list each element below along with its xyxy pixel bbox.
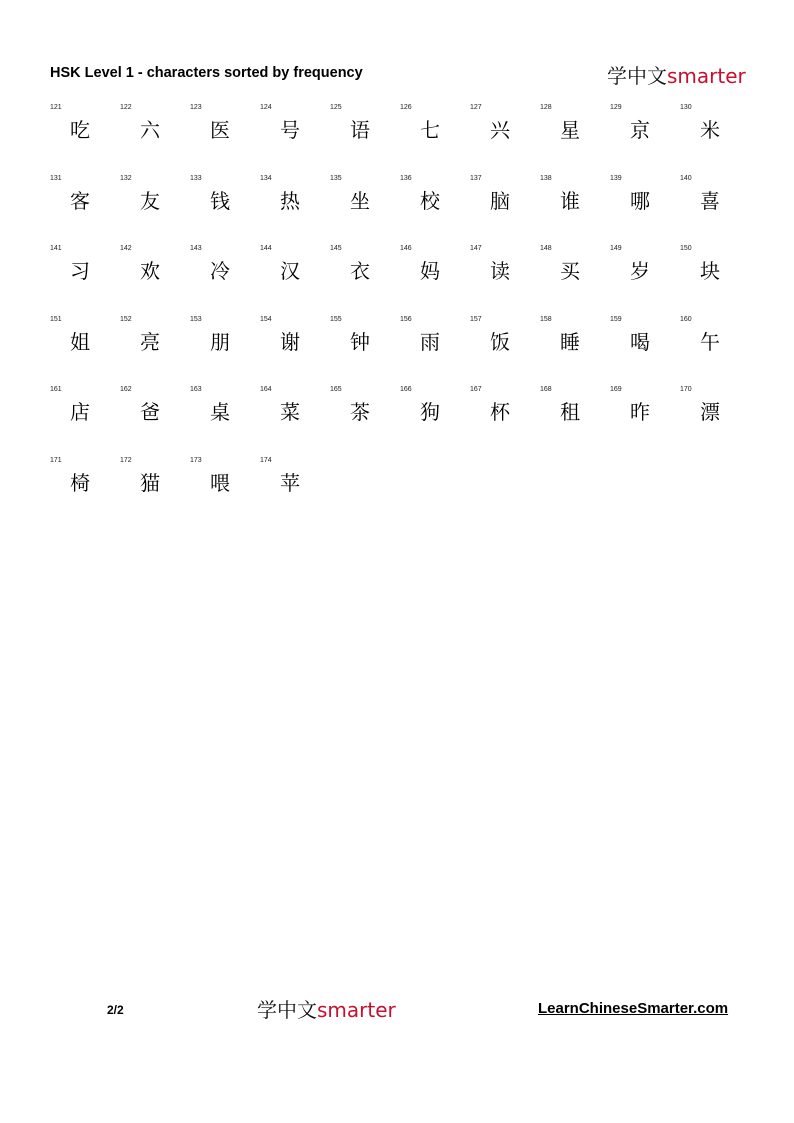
brand-logo-chinese: 学中文 <box>607 64 667 88</box>
hanzi-character: 块 <box>700 259 720 283</box>
character-cell <box>400 316 470 387</box>
character-cell <box>330 104 400 175</box>
frequency-rank: 121 <box>50 104 62 111</box>
website-link[interactable]: LearnChineseSmarter.com <box>538 1000 729 1017</box>
frequency-rank: 125 <box>330 104 342 111</box>
frequency-rank: 157 <box>470 315 482 323</box>
character-cell <box>120 104 190 175</box>
hanzi-character: 漂 <box>700 400 720 424</box>
character-cell <box>470 175 540 246</box>
character-cell <box>540 386 610 457</box>
frequency-rank: 170 <box>680 386 692 393</box>
frequency-rank: 138 <box>540 174 552 182</box>
character-cell <box>680 175 750 246</box>
hanzi-character: 钱 <box>210 188 230 213</box>
frequency-rank: 134 <box>260 174 272 182</box>
frequency-rank: 171 <box>50 456 62 464</box>
brand-logo-header <box>607 60 746 89</box>
hanzi-character: 冷 <box>210 259 230 283</box>
hanzi-character: 租 <box>560 400 580 424</box>
hanzi-character: 菜 <box>280 400 300 424</box>
character-cell <box>50 175 120 246</box>
hanzi-character: 买 <box>560 259 580 283</box>
frequency-rank: 166 <box>400 386 412 393</box>
hanzi-character: 星 <box>560 118 580 142</box>
hanzi-character: 猫 <box>140 470 160 495</box>
frequency-rank: 129 <box>610 104 622 111</box>
character-cell <box>470 245 540 316</box>
hanzi-character: 习 <box>70 259 90 283</box>
character-cell <box>610 175 680 246</box>
hanzi-character: 桌 <box>210 400 230 424</box>
frequency-rank: 148 <box>540 245 552 252</box>
hanzi-character: 午 <box>700 329 720 354</box>
hanzi-character: 七 <box>420 118 440 142</box>
hanzi-character: 睡 <box>560 329 580 354</box>
frequency-rank: 173 <box>190 456 202 464</box>
frequency-rank: 122 <box>120 104 132 111</box>
character-cell <box>330 245 400 316</box>
hanzi-character: 钟 <box>350 329 370 354</box>
hanzi-character: 京 <box>630 118 650 142</box>
frequency-rank: 136 <box>400 174 412 182</box>
character-cell <box>400 104 470 175</box>
character-cell <box>540 175 610 246</box>
character-cell <box>680 316 750 387</box>
hanzi-character: 椅 <box>70 470 90 495</box>
hanzi-character: 吃 <box>70 118 90 142</box>
character-cell <box>680 386 750 457</box>
character-cell <box>50 316 120 387</box>
hanzi-character: 喝 <box>630 329 650 354</box>
character-cell <box>400 245 470 316</box>
frequency-rank: 131 <box>50 174 62 182</box>
page-number: 2/2 <box>107 1003 124 1017</box>
character-cell <box>540 245 610 316</box>
character-cell <box>470 104 540 175</box>
character-cell <box>190 386 260 457</box>
frequency-rank: 130 <box>680 104 692 111</box>
brand-logo-english: smarter <box>667 64 746 88</box>
hanzi-character: 号 <box>280 118 300 142</box>
frequency-rank: 140 <box>680 174 692 182</box>
hanzi-character: 茶 <box>350 400 370 424</box>
hanzi-character: 狗 <box>420 400 440 424</box>
character-cell <box>680 104 750 175</box>
brand-logo-chinese: 学中文 <box>257 998 317 1022</box>
hanzi-character: 脑 <box>490 188 510 213</box>
frequency-rank: 167 <box>470 386 482 393</box>
character-cell <box>50 245 120 316</box>
frequency-rank: 164 <box>260 386 272 393</box>
character-cell <box>610 245 680 316</box>
character-cell <box>330 386 400 457</box>
frequency-rank: 143 <box>190 245 202 252</box>
hanzi-character: 谁 <box>560 188 580 213</box>
character-cell <box>260 316 330 387</box>
frequency-rank: 159 <box>610 315 622 323</box>
frequency-rank: 156 <box>400 315 412 323</box>
character-cell <box>190 104 260 175</box>
frequency-rank: 141 <box>50 245 62 252</box>
hanzi-character: 友 <box>140 188 160 213</box>
character-cell <box>190 245 260 316</box>
frequency-rank: 154 <box>260 315 272 323</box>
character-cell <box>470 316 540 387</box>
hanzi-character: 校 <box>420 188 440 213</box>
hanzi-character: 米 <box>700 118 720 142</box>
frequency-rank: 142 <box>120 245 132 252</box>
frequency-rank: 133 <box>190 174 202 182</box>
character-cell <box>610 104 680 175</box>
hanzi-character: 妈 <box>420 259 440 283</box>
page-title: HSK Level 1 - characters sorted by frequency <box>50 65 363 81</box>
frequency-rank: 151 <box>50 315 62 323</box>
hanzi-character: 岁 <box>630 259 650 283</box>
hanzi-character: 喜 <box>700 188 720 213</box>
frequency-rank: 152 <box>120 315 132 323</box>
frequency-rank: 135 <box>330 174 342 182</box>
hanzi-character: 杯 <box>490 400 510 424</box>
frequency-rank: 127 <box>470 104 482 111</box>
character-cell <box>260 175 330 246</box>
character-cell <box>190 175 260 246</box>
frequency-rank: 174 <box>260 456 272 464</box>
frequency-rank: 163 <box>190 386 202 393</box>
hanzi-character: 坐 <box>350 188 370 213</box>
character-cell <box>330 316 400 387</box>
hanzi-character: 喂 <box>210 470 230 495</box>
character-cell <box>120 175 190 246</box>
brand-logo-footer <box>257 994 396 1023</box>
hanzi-character: 苹 <box>280 470 300 495</box>
hanzi-character: 亮 <box>140 329 160 354</box>
character-cell <box>260 245 330 316</box>
frequency-rank: 168 <box>540 386 552 393</box>
hanzi-character: 热 <box>280 188 300 213</box>
frequency-rank: 160 <box>680 315 692 323</box>
hanzi-character: 店 <box>70 400 90 424</box>
character-cell <box>50 104 120 175</box>
character-cell <box>190 316 260 387</box>
frequency-rank: 165 <box>330 386 342 393</box>
hanzi-character: 饭 <box>490 329 510 354</box>
hanzi-character: 爸 <box>140 400 160 424</box>
brand-logo-english: smarter <box>317 998 396 1022</box>
character-grid <box>50 104 750 527</box>
character-cell <box>330 175 400 246</box>
character-cell <box>120 316 190 387</box>
frequency-rank: 146 <box>400 245 412 252</box>
frequency-rank: 144 <box>260 245 272 252</box>
frequency-rank: 137 <box>470 174 482 182</box>
hanzi-character: 衣 <box>350 259 370 283</box>
frequency-rank: 149 <box>610 245 622 252</box>
hanzi-character: 雨 <box>420 329 440 354</box>
character-cell <box>470 386 540 457</box>
character-cell <box>400 386 470 457</box>
frequency-rank: 139 <box>610 174 622 182</box>
hanzi-character: 读 <box>490 259 510 283</box>
frequency-rank: 169 <box>610 386 622 393</box>
frequency-rank: 123 <box>190 104 202 111</box>
frequency-rank: 132 <box>120 174 132 182</box>
hanzi-character: 客 <box>70 188 90 213</box>
character-cell <box>120 386 190 457</box>
character-cell <box>50 386 120 457</box>
character-cell <box>400 175 470 246</box>
hanzi-character: 谢 <box>280 329 300 354</box>
character-cell <box>540 316 610 387</box>
hanzi-character: 哪 <box>630 188 650 213</box>
frequency-rank: 145 <box>330 245 342 252</box>
character-cell <box>260 457 330 528</box>
frequency-rank: 153 <box>190 315 202 323</box>
hanzi-character: 欢 <box>140 259 160 283</box>
character-cell <box>120 457 190 528</box>
hanzi-character: 六 <box>140 118 160 142</box>
character-cell <box>120 245 190 316</box>
frequency-rank: 147 <box>470 245 482 252</box>
hanzi-character: 兴 <box>490 118 510 142</box>
hanzi-character: 姐 <box>70 329 90 354</box>
character-cell <box>610 316 680 387</box>
frequency-rank: 124 <box>260 104 272 111</box>
hanzi-character: 语 <box>350 118 370 142</box>
frequency-rank: 162 <box>120 386 132 393</box>
character-cell <box>540 104 610 175</box>
hanzi-character: 汉 <box>280 259 300 283</box>
character-cell <box>50 457 120 528</box>
hanzi-character: 昨 <box>630 400 650 424</box>
character-cell <box>260 386 330 457</box>
frequency-rank: 158 <box>540 315 552 323</box>
frequency-rank: 150 <box>680 245 692 252</box>
frequency-rank: 155 <box>330 315 342 323</box>
frequency-rank: 126 <box>400 104 412 111</box>
character-cell <box>190 457 260 528</box>
hanzi-character: 朋 <box>210 329 230 354</box>
character-cell <box>680 245 750 316</box>
frequency-rank: 128 <box>540 104 552 111</box>
hanzi-character: 医 <box>210 118 230 142</box>
frequency-rank: 161 <box>50 386 62 393</box>
character-cell <box>260 104 330 175</box>
frequency-rank: 172 <box>120 456 132 464</box>
character-cell <box>610 386 680 457</box>
